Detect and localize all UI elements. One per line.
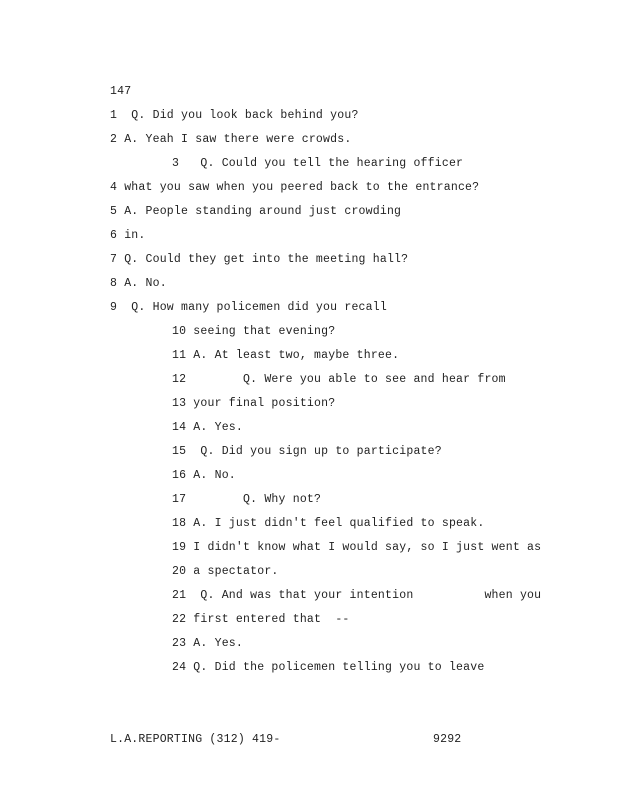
transcript-line: 20 a spectator.	[172, 565, 279, 578]
transcript-line: 18 A. I just didn't feel qualified to speak.	[172, 517, 485, 530]
transcript-line: 16 A. No.	[172, 469, 236, 482]
transcript-line: 14 A. Yes.	[172, 421, 244, 434]
transcript-line: 15 Q. Did you sign up to participate?	[172, 445, 442, 458]
transcript-line: 3 Q. Could you tell the hearing officer	[172, 157, 464, 170]
transcript-line: 23 A. Yes.	[172, 637, 244, 650]
transcript-line: 2 A. Yeah I saw there were crowds.	[110, 133, 352, 146]
footer-phone-suffix: 9292	[433, 733, 462, 746]
transcript-line: 17 Q. Why not?	[172, 493, 322, 506]
transcript-line: 11 A. At least two, maybe three.	[172, 349, 400, 362]
transcript-line: 9 Q. How many policemen did you recall	[110, 301, 387, 314]
transcript-line: 1 Q. Did you look back behind you?	[110, 109, 359, 122]
page-number: 147	[110, 85, 132, 98]
transcript-line: 21 Q. And was that your intention when you	[172, 589, 542, 602]
transcript-line: 6 in.	[110, 229, 146, 242]
transcript-line: 24 Q. Did the policemen telling you to leave	[172, 661, 485, 674]
transcript-line: 12 Q. Were you able to see and hear from	[172, 373, 506, 386]
transcript-line: 10 seeing that evening?	[172, 325, 336, 338]
transcript-line: 22 first entered that --	[172, 613, 350, 626]
transcript-line: 5 A. People standing around just crowding	[110, 205, 402, 218]
transcript-line: 13 your final position?	[172, 397, 336, 410]
transcript-line: 19 I didn't know what I would say, so I just went as	[172, 541, 542, 554]
transcript-line: 7 Q. Could they get into the meeting hall?	[110, 253, 409, 266]
footer-reporter: L.A.REPORTING (312) 419-	[110, 733, 281, 746]
transcript-line: 4 what you saw when you peered back to the entrance?	[110, 181, 480, 194]
transcript-line: 8 A. No.	[110, 277, 167, 290]
